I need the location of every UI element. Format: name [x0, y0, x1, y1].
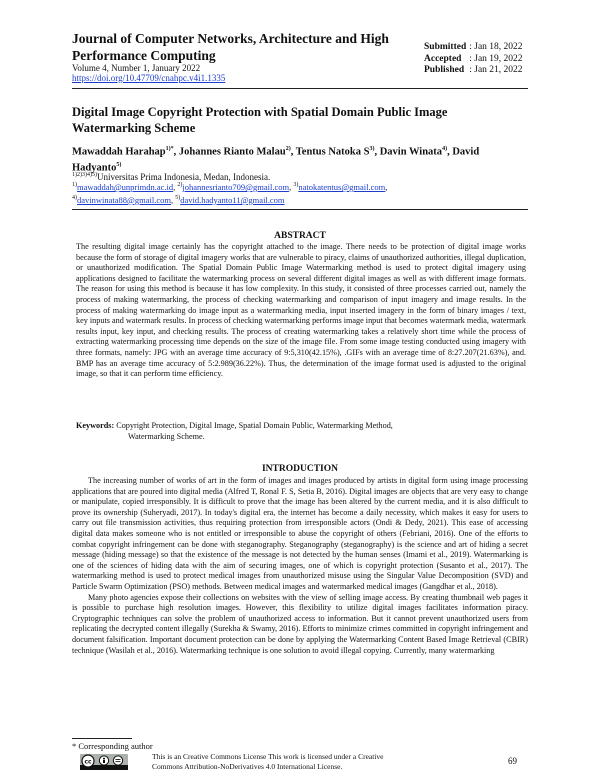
introduction-body — [72, 476, 528, 656]
journal-title: Journal of Computer Networks, Architecture and High Performance Computing — [72, 31, 389, 63]
date-published: Published : Jan 21, 2022 — [424, 65, 523, 75]
header-divider — [72, 88, 528, 89]
email-link[interactable]: david.hadyanto11@gmail.com — [180, 194, 285, 205]
paragraph: Many photo agencies expose their collections on websites with the view of selling image access. By creating thumbnail web pages it is possible to purchase high resolution images. However, this flexibility to utilize digital images facilitates information piracy. Cryptographic techniques can solve the problem of unauthorized access to information. But it cannot prevent unauthorized users from replicating the decrypted content illegally (Surekha & Swamy, 2016). Efforts to minimize crimes committed in copyright infringement and document falsification. Important document protection can be done by applying the Watermarking Content Based Image Retrieval (CBIR) technique (Wasilah et al., 2016). Watermarking technique is one solution to avoid illegal copying. Currently, many watermarking — [72, 592, 528, 655]
email-link[interactable]: mawaddah@unprimdn.ac.id — [77, 181, 174, 192]
paragraph: The increasing number of works of art in the form of images and images produced by artists in digital form using image processing applications that are poured into digital media (Alfred T, Ronal F. S, Setia B, 2016). Digital images are objects that are very easy to change or manipulate, copied irresponsibly. It is difficult to prove that the image has been altered by the current media, and it is also difficult to prove its ownership (Suheryadi, 2017). In today's digital era, the internet has become a daily necessity, which makes it easy for users to carry out file transmission activities, thus requiring protection from irresponsible actors (Ondi & Dedy, 2021). This ease of accessing digital data makes someone who is not entitled or irresponsible to abuse the copyright of others (Febriani, 2016). One of the efforts to combat copyright infringement can be done with steganography. Steganography (steganography) is the science and art of hiding a secret message (hiding message) so that the existence of the message is not detected by the human senses (Imami et al., 2019). Watermarking is one of the sciences of hiding data with the aim of securing images, one of which is copyright protection (Susanto et al., 2017). The watermarking method is used to protect medical images from unauthorized misuse using the Singular Value Decomposition (SVD) and Particle Swarm Optimization (PSO) methods. Between medical images and watermarked medical images (Gangdhar et al., 2018). — [72, 476, 528, 591]
page-number: 69 — [508, 756, 517, 766]
abstract-body: The resulting digital image certainly has the copyright attached to the image. There needs to be protection of digital image works because the form of storage of digital imagery works that are vulnerable to piracy, claims of unauthorized authorities, illegal duplication, or unauthorized modification. The Spatial Domain Public Image Watermarking method is used to protect digital imagery using applications designed to facilitate the watermarking process on several different digital images as well as with different image formats. The reason for using this method is because it has low complexity. In this study, it consisted of three processes carried out, namely the process of making watermarking, the process of checking watermarking and comparison of input imagery and image results. In the process of making watermarking do image input as a watermarking media, input inserted imagery in the form of binary images / text, key inputs and watermark results. In process of checking watermarking performs image input that becomes watermark media, watermark results input, key input, and checking results. The process of creating watermarking takes a relatively short time while the process of extracting watermarking processing time depends on the size of the image file. From some image testing conducted using imagery with three formats, namely: JPG with an average time accuracy of 9:5,310(42.15%), .GIFs with an average time of 8:27.207(21.63%), and. BMP has an average time accuracy of 5:2.989(36.22%). Thus, the determination of the image format used is adjusted to the original image, so that it can perform time efficiency. — [76, 242, 526, 379]
submission-dates — [424, 42, 523, 77]
doi-link[interactable]: https://doi.org/10.47709/cnahpc.v4i1.1335 — [72, 73, 226, 83]
email-link[interactable]: natokatentus@gmail.com — [298, 181, 386, 192]
introduction-heading: INTRODUCTION — [261, 464, 338, 474]
abstract-heading: ABSTRACT — [274, 231, 326, 241]
email-link[interactable]: davinwinata88@gmail.com — [77, 194, 171, 205]
date-submitted: Submitted : Jan 18, 2022 — [424, 42, 523, 52]
date-accepted: Accepted : Jan 19, 2022 — [424, 53, 523, 64]
author-emails: $^{1)}$mawaddah@unprimdn.ac.id, $^{2)}$johannesrianto709@gmail.com, $^{3)}$natokatentus@gmail.com, $^{4)}$davinwinata88@gmail.com, $^{5)}$david.hadyanto11@gmail.com — [72, 181, 388, 205]
cc-license-icon — [80, 754, 128, 770]
email-link[interactable]: johannesrianto709@gmail.com — [182, 181, 290, 192]
affiliation: $^{1)2)3)4)5)}$Universitas Prima Indonesia, Medan, Indonesia. — [72, 172, 271, 182]
svg-text:cc: cc — [84, 758, 92, 766]
corresponding-author-note: * Corresponding author — [72, 741, 153, 751]
abstract-divider — [72, 209, 528, 210]
volume-line: Volume 4, Number 1, January 2022 — [72, 63, 201, 73]
footnote-divider — [72, 738, 132, 739]
author-list: Mawaddah Harahap$^{1)*}$, Johannes Rianto Malau$^{2)}$, Tentus Natoka $S^{3)}$, Davin Winata$^{4)}$, David Hadyanto$^{5)}$ — [72, 146, 480, 173]
paper-title: Digital Image Copyright Protection with Spatial Domain Public Image Watermarking Scheme — [72, 105, 448, 135]
keywords: Keywords: Copyright Protection, Digital Image, Spatial Domain Public, Watermarking Method, Watermarking Scheme. — [76, 421, 393, 441]
license-notice: This is an Creative Commons License This work is licensed under a Creative Commons Attribution-NoDerivatives 4.0 International License. — [152, 752, 384, 771]
